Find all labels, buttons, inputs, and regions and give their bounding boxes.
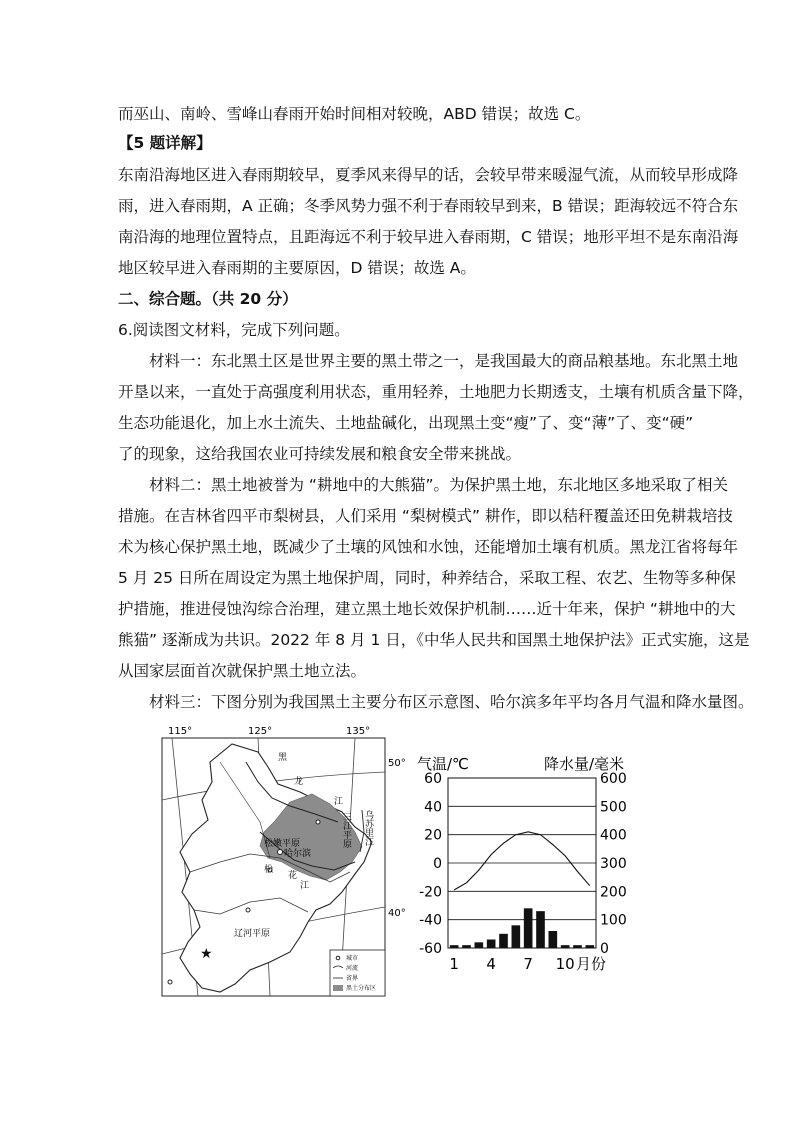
lat-label: 40° xyxy=(388,908,406,919)
lon-label: 135° xyxy=(346,726,371,737)
precipitation-bar xyxy=(524,908,533,948)
x-tick-label: 10 xyxy=(555,955,575,973)
material-one-line: 生态功能退化，加上水土流失、土地盐碱化，出现黑土变“瘦”了、变“薄”了、变“硬” xyxy=(118,414,694,432)
city-dot xyxy=(278,850,283,855)
place-label: 江 xyxy=(300,881,310,891)
material-two-line: 5 月 25 日所在周设定为黑土地保护周，同时，种养结合，采取工程、农艺、生物等多种保 xyxy=(118,569,736,587)
section-heading: 【5 题详解】 xyxy=(118,134,212,152)
city-dot xyxy=(246,908,250,912)
left-tick-label: -40 xyxy=(419,912,442,929)
x-unit-label: 月份 xyxy=(576,955,607,973)
place-label: 三江平原 xyxy=(341,812,351,848)
climate-chart xyxy=(417,755,627,973)
text-line: 东南沿海地区进入春雨期较早，夏季风来得早的话，会较早带来暖湿气流，从而较早形成降 xyxy=(118,166,739,184)
material-two-line: 术为核心保护黑土地，既减少了土壤的风蚀和水蚀，还能增加土壤有机质。黑龙江省将每年 xyxy=(118,538,739,556)
right-tick-label: 200 xyxy=(600,884,627,901)
place-label: 哈尔滨 xyxy=(284,849,312,859)
right-tick-label: 500 xyxy=(600,799,627,816)
material-three-line: 材料三：下图分别为我国黑土主要分布区示意图、哈尔滨多年平均各月气温和降水量图。 xyxy=(149,693,754,711)
material-one-line: 开垦以来，一直处于高强度利用状态，重用轻养，土地肥力长期透支，土壤有机质含量下降， xyxy=(118,383,754,401)
precipitation-bar xyxy=(549,931,558,948)
right-tick-label: 300 xyxy=(600,856,627,872)
right-tick-labels xyxy=(600,771,627,957)
precipitation-bar xyxy=(475,942,484,948)
left-tick-label: 0 xyxy=(433,856,442,872)
precipitation-bar xyxy=(487,940,496,949)
left-axis-label: 气温/℃ xyxy=(417,755,469,773)
precipitation-bars xyxy=(450,908,594,948)
city-dot xyxy=(168,980,172,984)
city-dot xyxy=(316,820,320,824)
right-tick-label: 600 xyxy=(600,771,627,787)
left-tick-labels xyxy=(419,771,442,957)
left-tick-label: -60 xyxy=(419,941,442,957)
material-two-line: 熊猫” 逐渐成为共识。2022 年 8 月 1 日，《中华人民共和国黑土地保护法》正式实施，这是 xyxy=(118,631,750,649)
chart-grid xyxy=(448,778,596,948)
question-title: 6.阅读图文材料，完成下列问题。 xyxy=(118,321,350,339)
material-two-line: 措施。在吉林省四平市梨树县，人们采用 “梨树模式” 耕作，即以秸秆覆盖还田免耕栽培技 xyxy=(118,507,733,525)
material-two-line: 从国家层面首次就保护黑土地立法。 xyxy=(118,662,367,680)
legend-label: 黑土分布区 xyxy=(346,985,377,992)
precipitation-bar xyxy=(573,945,582,948)
precipitation-bar xyxy=(450,945,459,948)
place-label: 黑 xyxy=(278,753,288,763)
legend-label: 省界 xyxy=(346,975,359,982)
material-two-line: 护措施，推进侵蚀沟综合治理，建立黑土地长效保护机制……近十年来，保护 “耕地中的大 xyxy=(118,600,736,618)
lon-label: 125° xyxy=(248,726,273,737)
left-tick-label: 40 xyxy=(424,799,442,816)
place-label: 乌苏里江 xyxy=(363,810,373,846)
material-one-line: 材料一：东北黑土区是世界主要的黑土带之一，是我国最大的商品粮基地。东北黑土地 xyxy=(149,352,739,370)
legend-city-icon xyxy=(336,956,340,960)
precipitation-bar xyxy=(499,934,508,948)
figure-area xyxy=(150,722,650,1002)
text-line: 地区较早进入春雨期的主要原因，D 错误；故选 A。 xyxy=(118,259,476,277)
precipitation-bar xyxy=(536,911,545,948)
temperature-line xyxy=(454,832,590,890)
capital-star-icon: ★ xyxy=(200,946,213,962)
right-axis-label: 降水量/毫米 xyxy=(544,755,625,773)
place-label: 花 xyxy=(288,871,298,881)
left-tick-label: 20 xyxy=(424,827,442,844)
material-two-line: 材料二：黑土地被誉为 “耕地中的大熊猫”。为保护黑土地，东北地区多地采取了相关 xyxy=(149,476,728,494)
place-label: 龙 xyxy=(294,777,304,787)
place-label: 松嫩平原 xyxy=(264,839,301,849)
precipitation-bar xyxy=(462,945,471,948)
precipitation-bar xyxy=(512,925,521,948)
legend-label: 城市 xyxy=(346,955,359,962)
x-tick-label: 7 xyxy=(523,955,533,973)
place-label: 松 xyxy=(264,865,274,875)
place-label: 辽河平原 xyxy=(234,929,271,939)
x-tick-label: 1 xyxy=(449,955,459,973)
black-soil-map xyxy=(150,722,650,1002)
right-tick-label: 400 xyxy=(600,827,627,844)
legend-label: 河流 xyxy=(346,965,359,972)
text-line: 雨，进入春雨期，A 正确；冬季风势力强不利于春雨较早到来，B 错误；距海较远不符合东 xyxy=(118,197,739,215)
text-line: 南沿海的地理位置特点，且距海远不利于较早进入春雨期，C 错误；地形平坦不是东南沿海 xyxy=(118,228,739,246)
x-tick-labels xyxy=(449,955,606,973)
material-one-line: 了的现象，这给我国农业可持续发展和粮食安全带来挑战。 xyxy=(118,445,522,463)
left-tick-label: -20 xyxy=(419,884,442,901)
left-tick-label: 60 xyxy=(424,771,442,787)
precipitation-bar xyxy=(586,945,595,948)
x-tick-label: 4 xyxy=(486,955,496,973)
precipitation-bar xyxy=(561,945,570,948)
text-line: 而巫山、南岭、雪峰山春雨开始时间相对较晚，ABD 错误；故选 C。 xyxy=(118,105,591,123)
right-tick-label: 0 xyxy=(600,941,609,957)
right-tick-label: 100 xyxy=(600,912,627,929)
lon-label: 115° xyxy=(168,726,193,737)
section-heading: 二、综合题。（共 20 分） xyxy=(118,290,298,308)
lat-label: 50° xyxy=(388,758,406,769)
legend-area-icon xyxy=(333,985,343,991)
place-label: 江 xyxy=(334,797,344,807)
